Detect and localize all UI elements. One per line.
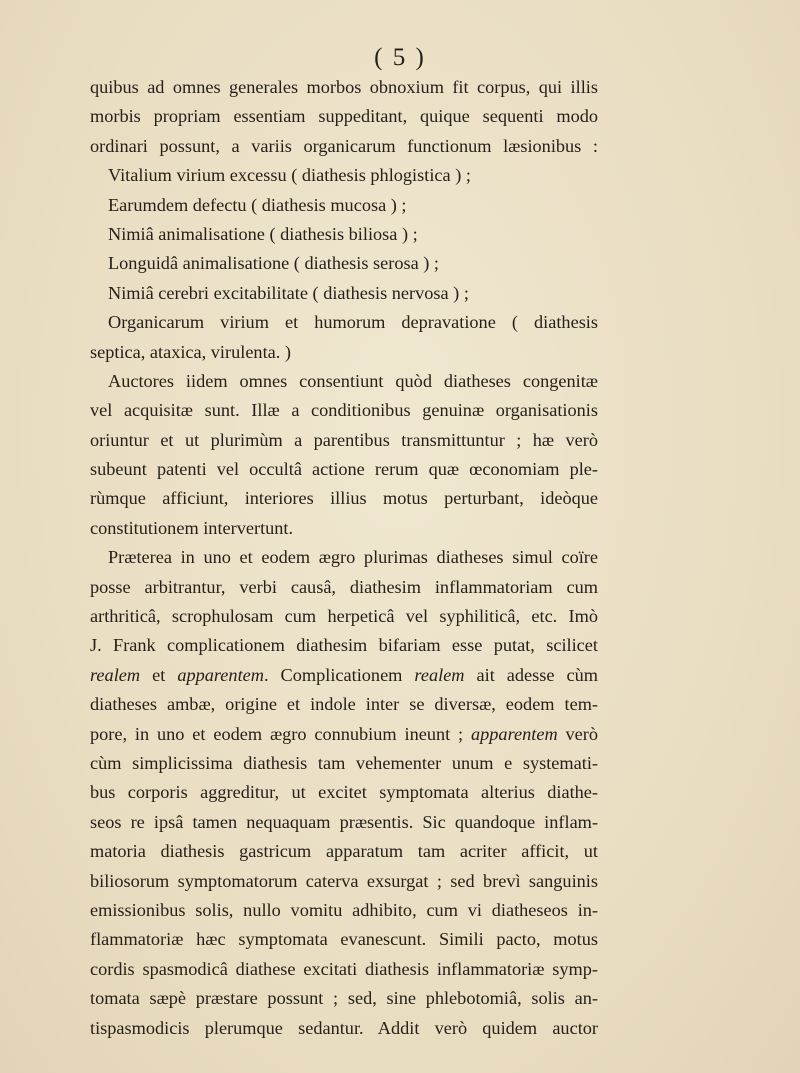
text-line: cordis spasmodicâ diathese excitati diathesis inflammatoriæ symp-: [90, 958, 598, 979]
text-line: emissionibus solis, nullo vomitu adhibito, cum vi diatheseos in-: [90, 899, 598, 920]
text-line: seos re ipsâ tamen nequaquam præsentis. Sic quandoque inflam-: [90, 811, 598, 832]
text-run: ait adesse cùm: [464, 664, 598, 685]
text-run: pore, in uno et eodem ægro connubium ineunt ;: [90, 723, 471, 744]
text-run: verò: [557, 723, 599, 744]
paragraph: [90, 543, 598, 1043]
text-line: Organicarum virium et humorum depravatione ( diathesis: [108, 312, 598, 333]
text-line: biliosorum symptomatorum caterva exsurgat ; sed brevì sanguinis: [90, 870, 598, 891]
italic-term: apparentem: [471, 723, 558, 744]
text-line: [90, 720, 598, 749]
text-line: J. Frank complicationem diathesim bifariam esse putat, scilicet: [90, 635, 598, 656]
text-line: quibus ad omnes generales morbos obnoxium fit corpus, qui illis: [90, 77, 598, 97]
text-line: septica, ataxica, virulenta. ): [90, 341, 291, 362]
text-line: Nimiâ animalisatione ( diathesis biliosa ) ;: [108, 223, 418, 244]
text-line: ordinari possunt, a variis organicarum functionum læsionibus :: [90, 135, 598, 156]
text-line: Vitalium virium excessu ( diathesis phlogistica ) ;: [108, 165, 471, 186]
body-text: [90, 73, 598, 1043]
text-line: vel acquisitæ sunt. Illæ a conditionibus genuinæ organisationis: [90, 400, 598, 421]
text-run: . Complicationem: [263, 664, 415, 685]
italic-term: realem: [414, 664, 465, 685]
text-line: [90, 661, 598, 690]
text-run: et: [140, 664, 178, 685]
text-line: posse arbitrantur, verbi causâ, diathesim inflammatoriam cum: [90, 576, 598, 597]
text-line: morbis propriam essentiam suppeditant, quique sequenti modo: [90, 106, 598, 127]
text-line: subeunt patenti vel occultâ actione rerum quæ œconomiam ple-: [90, 459, 598, 480]
paragraph: [90, 367, 598, 543]
text-line: Nimiâ cerebri excitabilitate ( diathesis nervosa ) ;: [108, 282, 469, 303]
text-line: Earumdem defectu ( diathesis mucosa ) ;: [108, 194, 407, 215]
text-line: tispasmodicis plerumque sedantur. Addit verò quidem auctor: [90, 1017, 598, 1038]
page-number: ( 5 ): [374, 44, 426, 71]
italic-term: apparentem: [177, 664, 264, 685]
paragraph: [90, 73, 598, 367]
text-line: matoria diathesis gastricum apparatum tam acriter afficit, ut: [90, 841, 598, 862]
text-line: constitutionem intervertunt.: [90, 517, 294, 538]
text-line: Præterea in uno et eodem ægro plurimas diatheses simul coïre: [108, 547, 598, 568]
text-line: tomata sæpè præstare possunt ; sed, sine phlebotomiâ, solis an-: [90, 988, 598, 1009]
text-line: Longuidâ animalisatione ( diathesis serosa ) ;: [108, 253, 440, 274]
italic-term: realem: [90, 664, 141, 685]
text-line: oriuntur et ut plurimùm a parentibus transmittuntur ; hæ verò: [90, 429, 598, 450]
text-line: cùm simplicissima diathesis tam vehementer unum e systemati-: [90, 752, 598, 773]
text-line: diatheses ambæ, origine et indole inter se diversæ, eodem tem-: [90, 694, 598, 715]
text-line: bus corporis aggreditur, ut excitet symptomata alterius diathe-: [90, 782, 598, 803]
text-line: arthriticâ, scrophulosam cum herpeticâ vel syphiliticâ, etc. Imò: [90, 606, 598, 627]
text-line: Auctores iidem omnes consentiunt quòd diatheses congenitæ: [108, 370, 598, 391]
text-line: flammatoriæ hæc symptomata evanescunt. Simili pacto, motus: [90, 929, 598, 950]
text-line: rùmque afficiunt, interiores illius motus perturbant, ideòque: [90, 488, 598, 509]
